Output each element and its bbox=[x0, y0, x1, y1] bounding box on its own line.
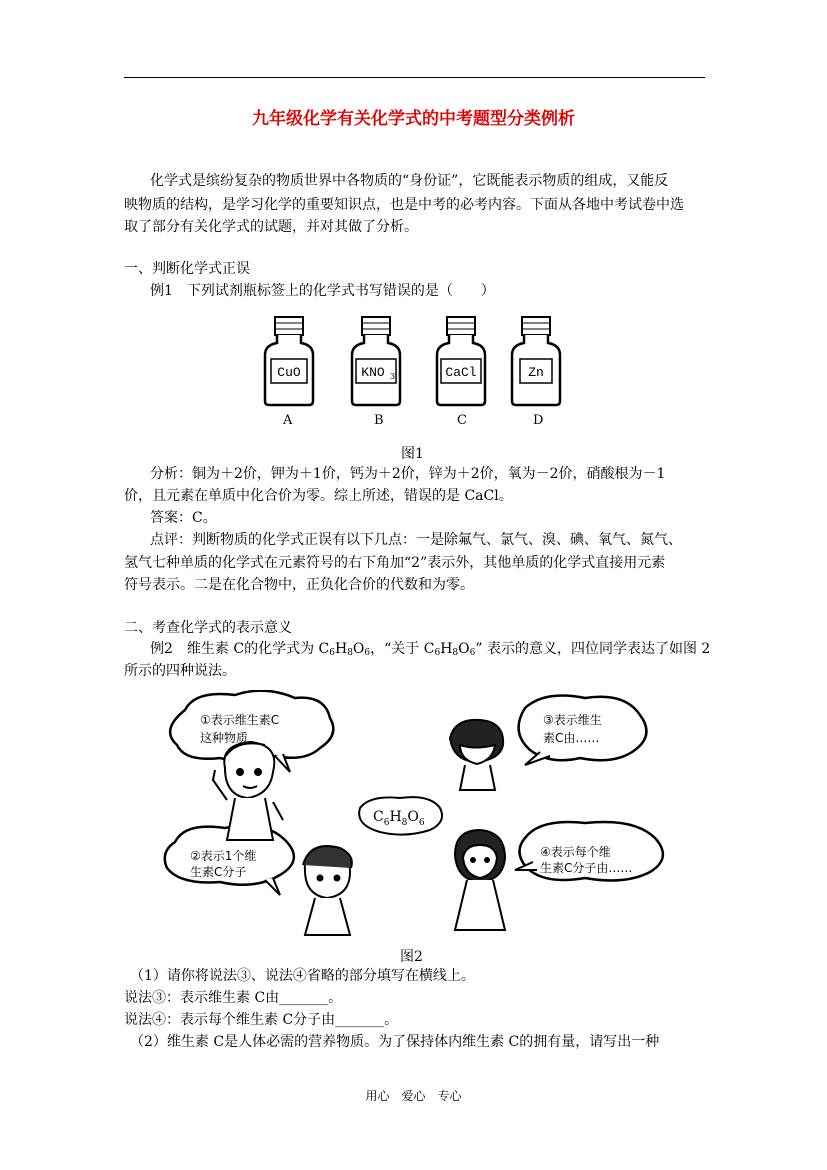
intro-line-1: 化学式是缤纷复杂的物质世界中各物质的“身份证”，它既能表示物质的组成，又能反 bbox=[150, 173, 669, 189]
reagent-bottles-figure bbox=[255, 315, 575, 415]
bottle-b bbox=[352, 317, 400, 405]
header-rule bbox=[124, 77, 705, 78]
example2-question: 例2 维生素 C的化学式为 $C_6H_8O_6$，“关于 $C_6H_8O_6$” 表示的意义，四位同学表达了如图 2 bbox=[150, 641, 711, 658]
bottle-c bbox=[437, 317, 485, 405]
bottle-d-letter: D bbox=[533, 413, 544, 428]
bottle-b-subscript: 3 bbox=[390, 372, 396, 381]
intro-line-3: 取了部分有关化学式的试题，并对其做了分析。 bbox=[124, 219, 418, 235]
page-title: 九年级化学有关化学式的中考题型分类例析 bbox=[252, 109, 575, 129]
section2-heading: 二、考查化学式的表示意义 bbox=[124, 620, 292, 636]
bubble-2-line-2: 生素C分子 bbox=[190, 865, 247, 879]
comment-line-3: 符号表示。二是在化合物中，正负化合价的代数和为零。 bbox=[124, 577, 474, 593]
student-4-illustration bbox=[455, 830, 505, 930]
bubble-3-line-1: ③表示维生 bbox=[543, 713, 602, 727]
analysis-line-1: 分析：铜为＋2价，钾为＋1价，钙为＋2价，锌为＋2价，氧为－2价，硝酸根为－1 bbox=[150, 466, 666, 482]
question-2: （2）维生素 C是人体必需的营养物质。为了保持体内维生素 C的拥有量，请写出一种 bbox=[130, 1034, 660, 1050]
analysis-line-2: 价，且元素在单质中化合价为零。综上所述，错误的是 CaCl。 bbox=[124, 488, 513, 504]
statement-4-blank: 说法④：表示每个维生素 C分子由_______。 bbox=[124, 1012, 399, 1028]
bottle-c-label: CaCl bbox=[445, 365, 477, 380]
bottle-b-letter: B bbox=[374, 413, 384, 428]
comment-line-1: 点评：判断物质的化学式正误有以下几点：一是除氟气、氯气、溴、碘、氧气、氮气、 bbox=[150, 532, 682, 548]
comment-line-2: 氢气七种单质的化学式在元素符号的右下角加“2”表示外，其他单质的化学式直接用元素 bbox=[124, 555, 666, 571]
bottle-c-letter: C bbox=[457, 413, 467, 428]
student-2-illustration bbox=[303, 846, 352, 935]
intro-line-2: 映物质的结构，是学习化学的重要知识点，也是中考的必考内容。下面从各地中考试卷中选 bbox=[124, 197, 684, 213]
figure1-caption: 图1 bbox=[401, 446, 424, 462]
figure2-caption: 图2 bbox=[400, 949, 423, 965]
page-footer: 用心 爱心 专心 bbox=[365, 1089, 462, 1103]
bubble-2-line-1: ②表示1个维 bbox=[190, 849, 257, 863]
bottle-a-label: CuO bbox=[277, 365, 301, 380]
statement-3-blank: 说法③：表示维生素 C由_______。 bbox=[124, 990, 343, 1006]
example1-question: 例1 下列试剂瓶标签上的化学式书写错误的是（ ） bbox=[150, 283, 495, 299]
bubble-1-line-1: ①表示维生素C bbox=[200, 713, 280, 727]
bottle-a bbox=[265, 317, 313, 405]
bubble-4-line-2: 生素C分子由…… bbox=[540, 861, 633, 875]
bubble-3 bbox=[519, 696, 647, 761]
student-3-illustration bbox=[450, 720, 503, 790]
question-1: （1）请你将说法③、说法④省略的部分填写在横线上。 bbox=[130, 968, 475, 984]
answer-line: 答案：C。 bbox=[150, 510, 217, 526]
bottle-d bbox=[512, 317, 560, 405]
bottle-b-label: KNO bbox=[361, 365, 385, 380]
bubble-3-line-2: 素C由…… bbox=[543, 731, 600, 745]
section1-heading: 一、判断化学式正误 bbox=[124, 261, 250, 277]
bottle-a-letter: A bbox=[283, 413, 293, 428]
center-formula: $C_6H_8O_6$ bbox=[373, 809, 425, 828]
bottle-d-label: Zn bbox=[528, 365, 544, 380]
example2-question-line-2: 所示的四种说法。 bbox=[124, 663, 236, 679]
bubble-1-line-2: 这种物质 bbox=[200, 731, 249, 745]
vitamin-c-figure bbox=[155, 690, 675, 940]
bubble-4-line-1: ④表示每个维 bbox=[540, 845, 611, 859]
